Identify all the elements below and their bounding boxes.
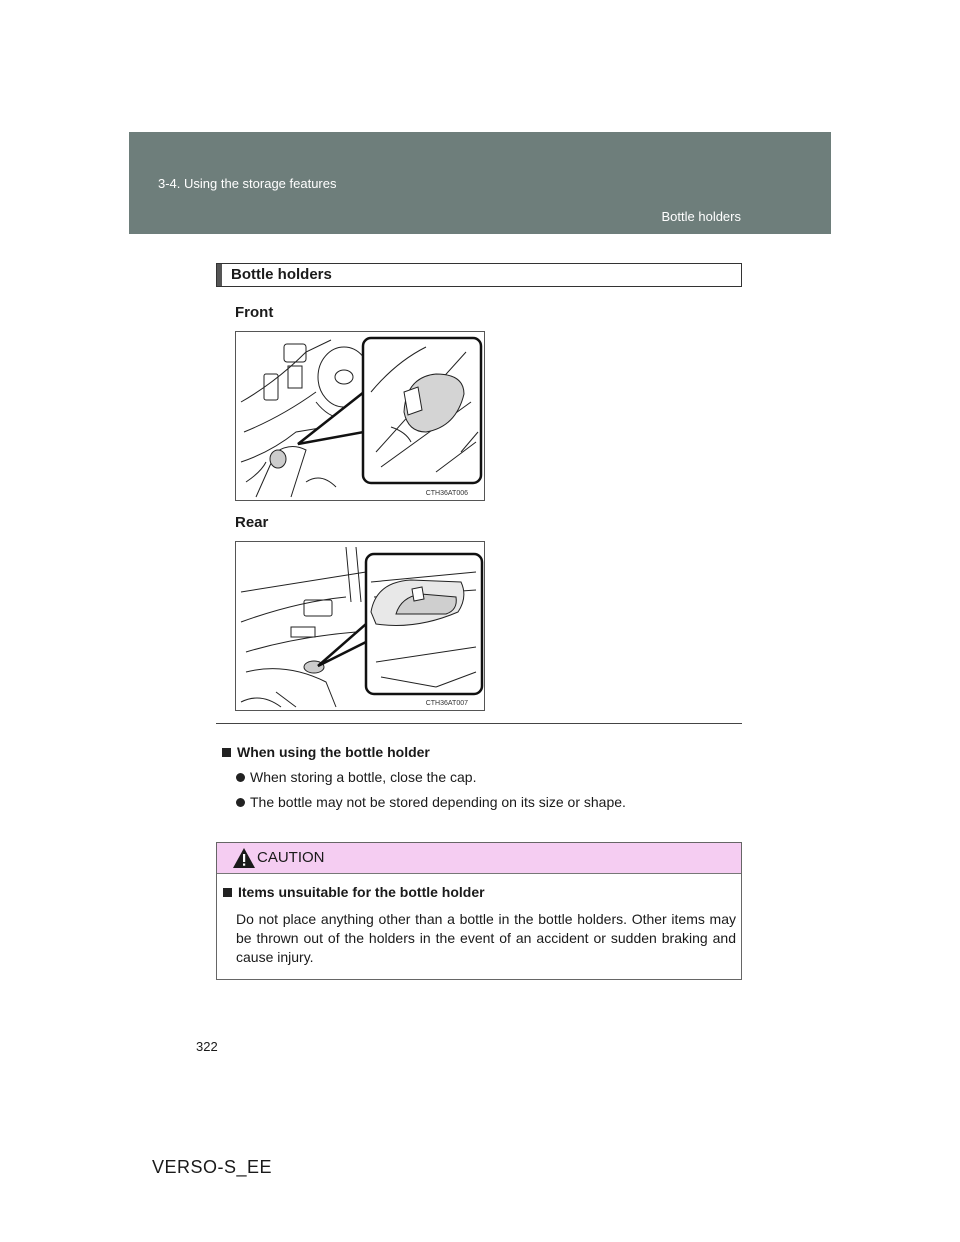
model-code: VERSO-S_EE [152, 1157, 273, 1177]
front-label: Front [235, 304, 274, 321]
front-illustration [235, 331, 485, 501]
round-bullet-icon [236, 798, 245, 807]
notes-heading-text: When using the bottle holder [237, 744, 430, 760]
page-header [129, 132, 831, 234]
chapter-title: 3-4. Using the storage features [158, 176, 337, 191]
square-bullet-icon [222, 748, 231, 757]
caution-header-band [217, 843, 741, 874]
note-bullet-text: When storing a bottle, close the cap. [250, 769, 477, 785]
front-dashboard-drawing [236, 332, 484, 500]
rear-label: Rear [235, 514, 269, 531]
note-bullet [222, 769, 476, 785]
rear-figure-code: CTH36AT007 [425, 700, 468, 707]
round-bullet-icon [236, 773, 245, 782]
rear-door-drawing [236, 542, 484, 710]
note-bullet [222, 794, 626, 810]
caution-title: CAUTION [257, 849, 325, 866]
caution-body: Do not place anything other than a bottle in the bottle holders. Other items may be thrown out of the holders in the event of an accident or sudden braking and cause injury. [236, 911, 736, 965]
title-accent-bar [217, 264, 222, 286]
page-number: 322 [196, 1039, 218, 1054]
section-title-box [216, 263, 742, 287]
square-bullet-icon [223, 888, 232, 897]
divider-rule [216, 723, 742, 724]
front-figure-code: CTH36AT006 [425, 490, 468, 497]
rear-illustration [235, 541, 485, 711]
notes-heading [222, 744, 430, 760]
caution-heading-text: Items unsuitable for the bottle holder [238, 884, 485, 900]
section-title: Bottle holders [231, 266, 332, 283]
caution-box [216, 842, 742, 980]
warning-triangle-icon [232, 847, 256, 869]
caution-heading [223, 884, 485, 900]
section-name: Bottle holders [661, 209, 741, 224]
note-bullet-text: The bottle may not be stored depending on its size or shape. [250, 794, 626, 810]
